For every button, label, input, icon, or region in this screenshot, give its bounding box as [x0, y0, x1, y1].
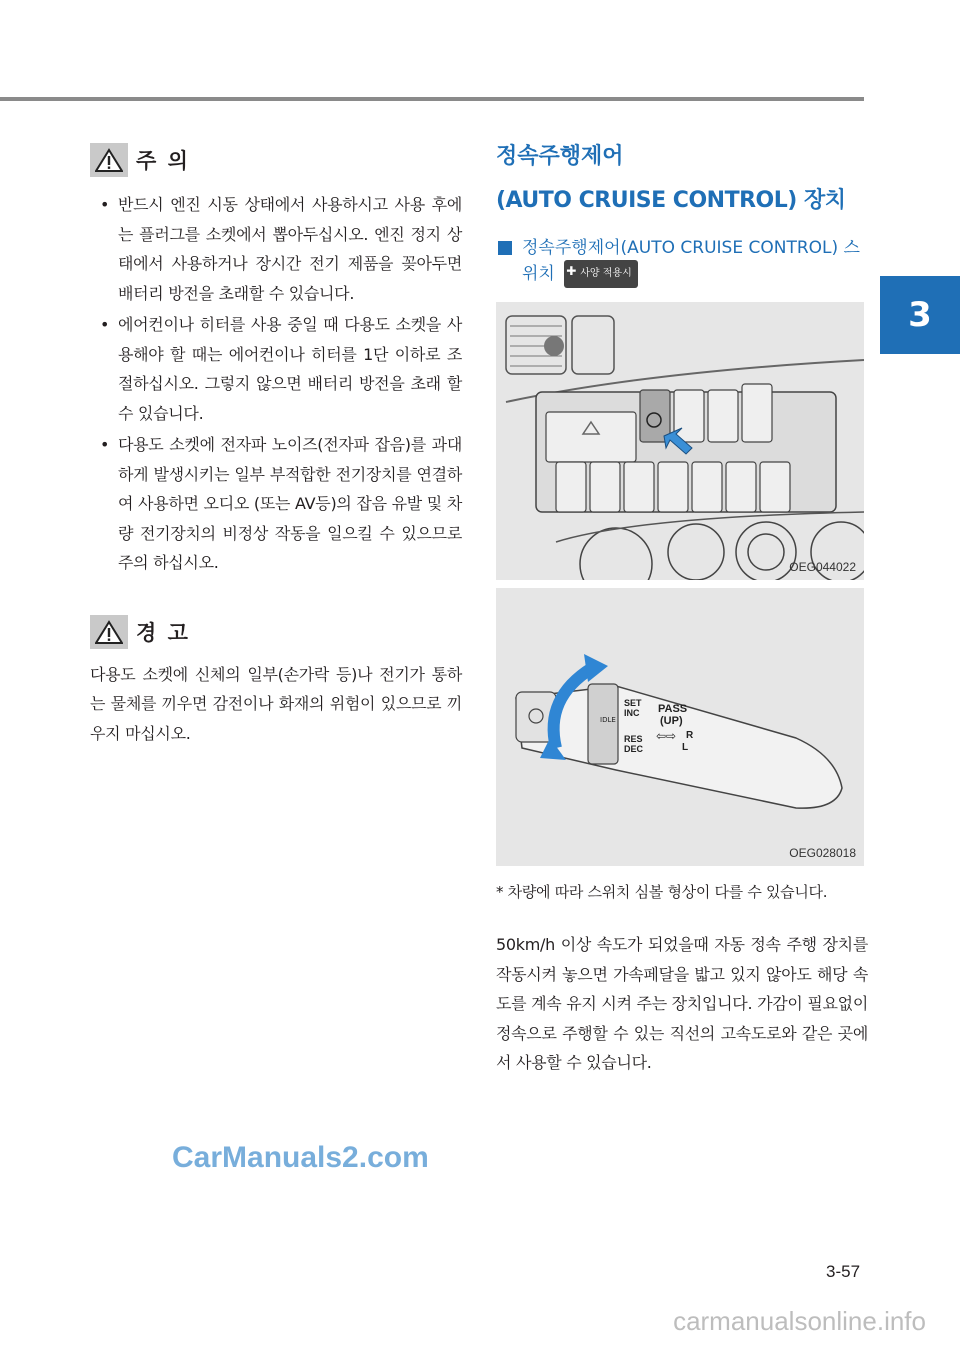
- caution-list: [90, 190, 462, 578]
- label-l: L: [682, 742, 689, 753]
- subsection-heading: [496, 236, 868, 288]
- switch-panel-illustration: [496, 302, 864, 580]
- plus-icon: ✚: [566, 264, 577, 278]
- section-title: 정속주행제어: [496, 144, 624, 169]
- label-dec: DEC: [624, 744, 644, 754]
- warning-block: [90, 612, 462, 749]
- caution-item: • 다용도 소켓에 전자파 노이즈(전자파 잡음)를 과대하게 발생시키는 일부 부적합한 전기장치를 연결하여 사용하면 오디오 (또는 AV등)의 잡음 유발 및 차량 전기장치의 비정상 작동을 일으킬 수 있으므로 주의 하십시오.: [100, 435, 462, 572]
- body-text: 50km/h 이상 속도가 되었을때 자동 정속 주행 장치를 작동시켜 놓으면 가속페달을 밟고 있지 않아도 해당 속도를 계속 유지 시켜 주는 장치입니다. 가감이 필요없이 정속으로 주행할 수 있는 직선의 고속도로와 같은 곳에서 사용할 수 있습니다.: [496, 935, 868, 1072]
- watermark: CarManuals2.com: [172, 1141, 429, 1174]
- stalk-switch-illustration: [496, 588, 864, 866]
- footer-site: carmanualsonline.info: [0, 1306, 960, 1346]
- caution-item: • 반드시 엔진 시동 상태에서 사용하시고 사용 후에는 플러그를 소켓에서 뽑아두십시오. 엔진 정지 상태에서 사용하거나 장시간 전기 제품을 꽂아두면 배터리 방전을 초래할 수 있습니다.: [100, 195, 462, 303]
- top-rule: [0, 97, 864, 101]
- turn-arrows-icon: ⇦⇨: [656, 729, 677, 743]
- warning-text: 다용도 소켓에 신체의 일부(손가락 등)나 전기가 통하는 물체를 끼우면 감전이나 화재의 위험이 있으므로 끼우지 마십시오.: [90, 664, 462, 743]
- warning-triangle-icon: [90, 615, 128, 649]
- page-number: 3-57: [826, 1262, 861, 1281]
- figure-code: OEG044022: [789, 560, 856, 574]
- warning-header: [90, 612, 462, 652]
- label-set: SET: [624, 698, 642, 708]
- figure-stalk-switch: [496, 588, 864, 866]
- label-r: R: [686, 730, 694, 741]
- square-bullet-icon: [498, 241, 512, 255]
- warning-title: 경 고: [136, 620, 190, 645]
- caution-title: 주 의: [136, 149, 190, 173]
- chapter-tab[interactable]: 3: [880, 276, 960, 354]
- warning-triangle-icon: [90, 143, 128, 177]
- label-up: (UP): [660, 715, 683, 727]
- label-res: RES: [624, 734, 643, 744]
- label-inc: INC: [624, 708, 640, 718]
- caution-header: [90, 140, 462, 180]
- subsection-title: 정속주행제어(AUTO CRUISE CONTROL) 스위치: [522, 238, 860, 284]
- left-column: [90, 140, 462, 748]
- figure-switch-panel: [496, 302, 864, 580]
- caution-item: • 에어컨이나 히터를 사용 중일 때 다용도 소켓을 사용해야 할 때는 에어컨이나 히터를 1단 이하로 조절하십시오. 그렇지 않으면 배터리 방전을 초래 할 수 있습니다.: [100, 315, 462, 423]
- section-title-sub: (AUTO CRUISE CONTROL) 장치: [496, 188, 846, 213]
- figure-note: * 차량에 따라 스위치 심볼 형상이 다를 수 있습니다.: [496, 883, 828, 901]
- figure-code: OEG028018: [789, 846, 856, 860]
- label-idle: IDLE: [600, 716, 616, 724]
- right-column: [496, 140, 868, 1078]
- label-pass: PASS: [658, 703, 688, 715]
- spec-badge: ✚ 사양 적용시: [564, 260, 637, 288]
